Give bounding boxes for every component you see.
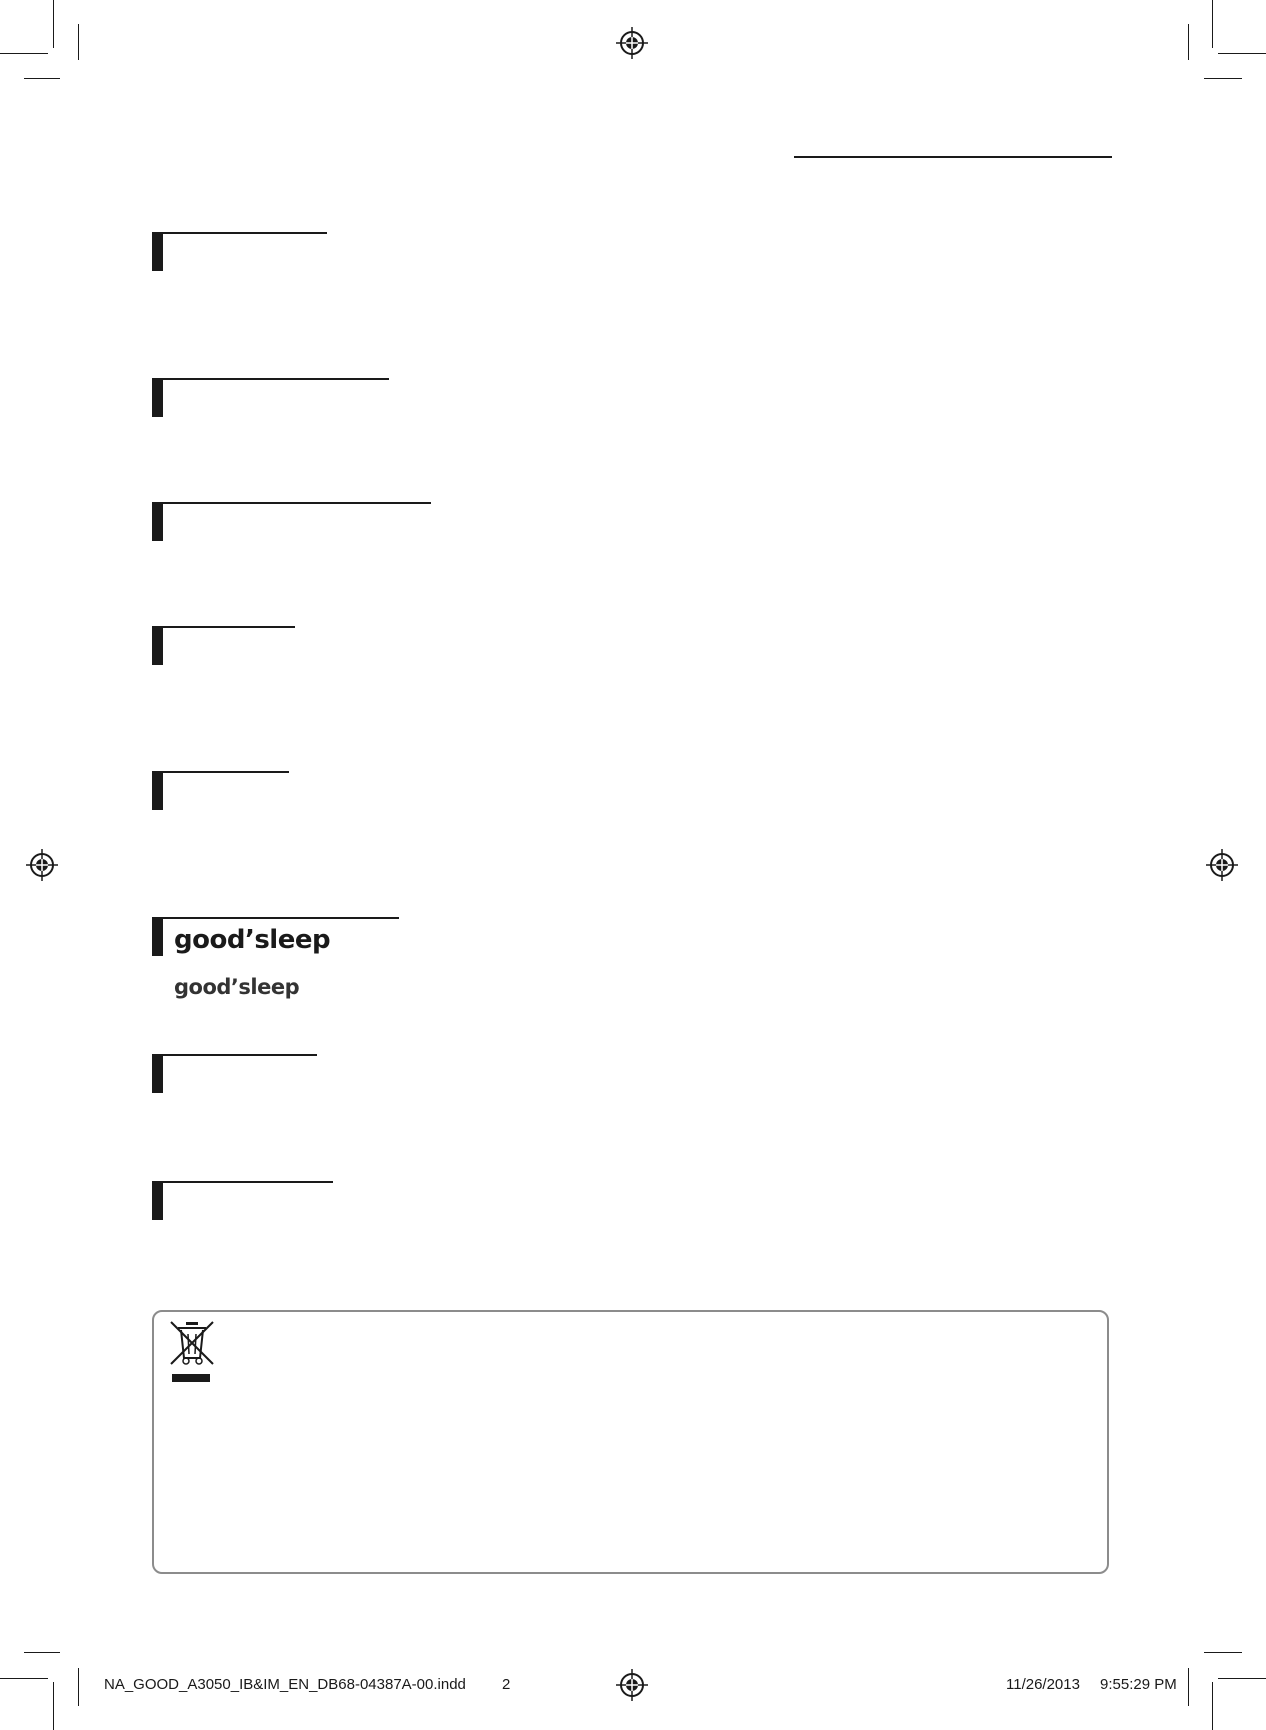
section-bar <box>152 1181 163 1220</box>
registration-mark-icon <box>25 848 59 882</box>
section-rule <box>163 232 327 234</box>
footer-file-name: NA_GOOD_A3050_IB&IM_EN_DB68-04387A-00.indd <box>104 1676 466 1693</box>
crop-mark <box>1188 1668 1189 1706</box>
crop-mark <box>0 1678 48 1679</box>
footer-date: 11/26/2013 <box>1006 1676 1080 1693</box>
section-bar <box>152 1054 163 1093</box>
section-rule <box>163 917 399 919</box>
registration-mark-icon <box>615 26 649 60</box>
disposal-notice-box <box>152 1310 1109 1574</box>
crop-mark <box>1212 1682 1213 1730</box>
section-rule <box>163 1054 317 1056</box>
header-rule <box>794 156 1112 158</box>
crop-mark <box>24 1652 60 1653</box>
crop-mark <box>1212 0 1213 48</box>
crop-mark <box>1188 24 1189 60</box>
section-rule <box>163 626 295 628</box>
crop-mark <box>1204 78 1242 79</box>
crossed-out-wheelie-bin-icon <box>168 1320 216 1384</box>
good-sleep-subheading: good’sleep <box>174 975 300 999</box>
section-rule <box>163 502 431 504</box>
crop-mark <box>78 1668 79 1706</box>
registration-mark-icon <box>1205 848 1239 882</box>
registration-mark-icon <box>615 1668 649 1702</box>
section-bar <box>152 771 163 810</box>
good-sleep-heading: good’sleep <box>174 925 331 955</box>
crop-mark <box>53 1682 54 1730</box>
crop-mark <box>24 78 60 79</box>
section-rule <box>163 378 389 380</box>
crop-mark <box>1204 1652 1242 1653</box>
footer-page-number: 2 <box>502 1676 511 1693</box>
section-bar <box>152 502 163 541</box>
crop-mark <box>53 0 54 48</box>
section-bar <box>152 232 163 271</box>
footer-time: 9:55:29 PM <box>1100 1676 1177 1693</box>
section-bar <box>152 917 163 956</box>
section-rule <box>163 1181 333 1183</box>
crop-mark <box>1218 1678 1266 1679</box>
section-bar <box>152 626 163 665</box>
crop-mark <box>1218 53 1266 54</box>
crop-mark <box>0 53 48 54</box>
crop-mark <box>78 24 79 60</box>
section-bar <box>152 378 163 417</box>
section-rule <box>163 771 289 773</box>
